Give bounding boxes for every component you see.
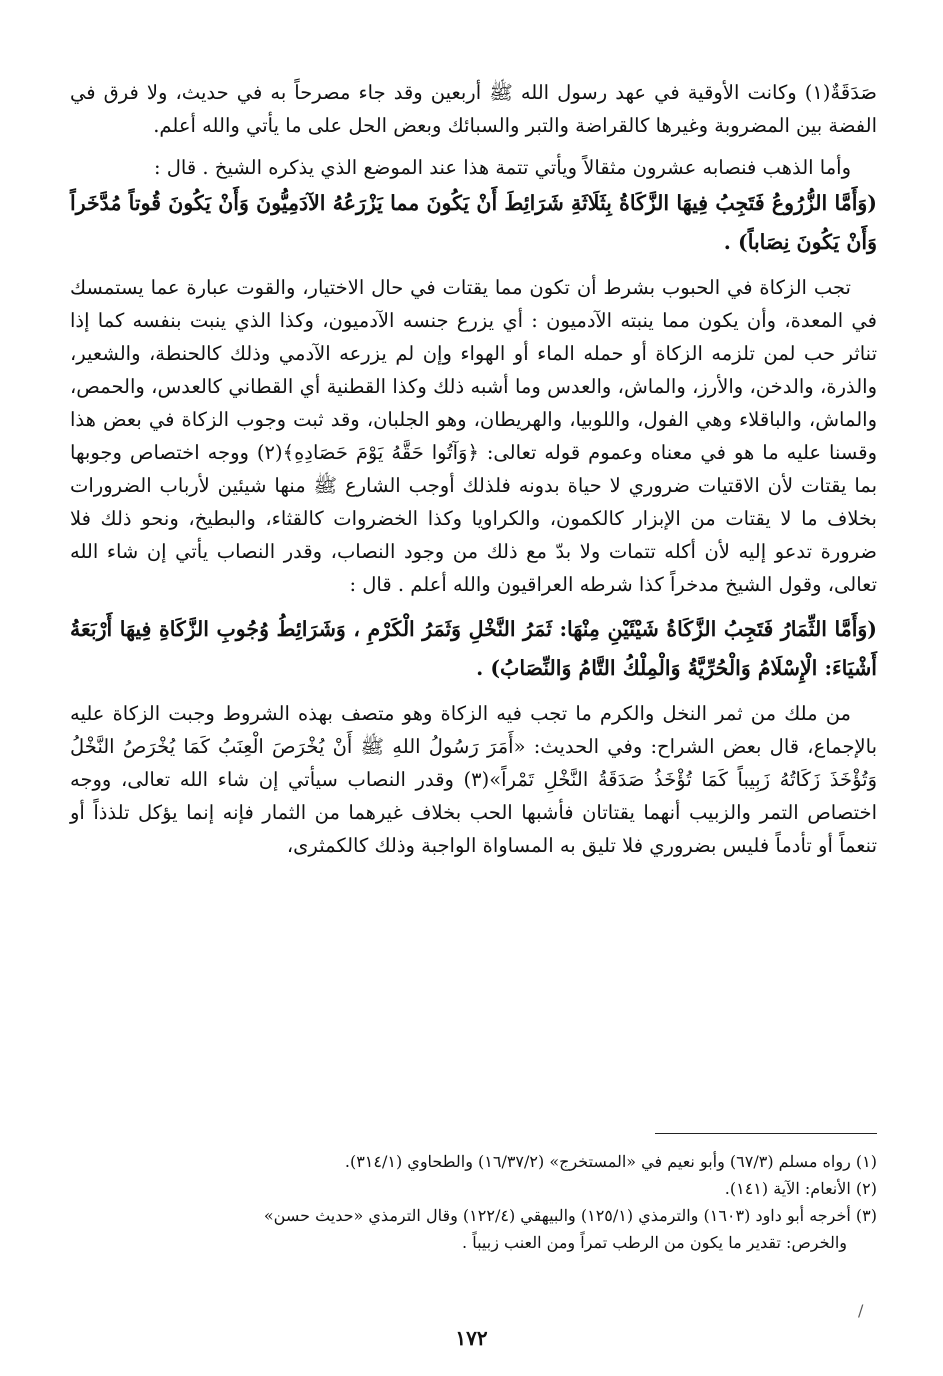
footnote-divider [655, 1133, 877, 1134]
footnote-1: (١) رواه مسلم (٦٧/٣) وأبو نعيم في «المستخرج» (١٦/٣٧/٢) والطحاوي (٣١٤/١). [344, 1152, 877, 1171]
page-number: ١٧٢ [455, 1326, 488, 1350]
footnote-2: (٢) الأنعام: الآية (١٤١). [724, 1179, 877, 1198]
matn-quote-1: (وَأَمَّا الزُّرُوعُ فَتَجِبُ فِيهَا الزَّكَاةُ بِثَلَاثَةِ شَرَائِطَ أَنْ يَكُونَ مما يَزْرَعُهُ الآدَمِيُّونَ وَأَنْ يَكُونَ قُوتاً مُدَّخَراً وَأَنْ يَكُونَ نِصَاباً) . [70, 191, 877, 254]
main-text [70, 76, 877, 862]
footnotes [70, 1148, 877, 1256]
matn-quote-2: (وَأَمَّا الثِّمَارُ فَتَجِبُ الزَّكَاةُ شَيْئَيْنِ مِنْهَا: ثَمَرُ النَّخْلِ وَثَمَرُ الْكَرْمِ ، وَشَرَائِطُ وُجُوبِ الزَّكَاةِ فِيهَا أَرْبَعَةُ أَشْيَاءَ: الْإِسْلَامُ وَالْحُرِّيَّةُ وَالْمِلْكُ التَّامُ وَالنِّصَابُ) . [70, 617, 877, 680]
paragraph-4: من ملك من ثمر النخل والكرم ما تجب فيه الزكاة وهو متصف بهذه الشروط وجبت الزكاة عليه بالإجماع، قال بعض الشراح: وفي الحديث: «أَمَرَ رَسُولُ اللهِ ﷺ أَنْ يُخْرَصَ الْعِنَبُ كَمَا يُخْرَصُ النَّخْلُ وَتُؤْخَذَ زَكَاتُهُ زَبِيباً كَمَا تُؤْخَذُ صَدَقَةُ النَّخْلِ تَمْراً»(٣) وقدر النصاب سيأتي إن شاء الله تعالى، ووجه اختصاص التمر والزبيب أنهما يقتاتان فأشبها الحب بخلاف غيرهما من الثمار فإنه إنما يؤكل تلذذاً أو تنعماً أو تأدماً فليس بضروري فلا تليق به المساواة الواجبة وذلك كالكمثرى، [70, 702, 877, 857]
footnote-3-continuation: والخرص: تقدير ما يكون من الرطب تمراً ومن العنب زبيباً . [462, 1233, 847, 1252]
margin-mark: / [858, 1301, 864, 1320]
paragraph-2: وأما الذهب فنصابه عشرون مثقالاً ويأتي تتمة هذا عند الموضع الذي يذكره الشيخ . قال : [154, 156, 851, 179]
paragraph-1: صَدَقَةٌ(١) وكانت الأوقية في عهد رسول الله ﷺ أربعين وقد جاء مصرحاً به في حديث، ولا فرق في الفضة بين المضروبة وغيرها كالقراضة والتبر والسبائك وبعض الحل على ما يأتي والله أعلم. [70, 81, 877, 137]
paragraph-3: تجب الزكاة في الحبوب بشرط أن تكون مما يقتات في حال الاختيار، والقوت عبارة عما يستمسك في المعدة، وأن يكون مما ينبته الآدميون : أي يزرع جنسه الآدميون، وكذا الذي ينبت بنفسه كما إذا تناثر حب لمن تلزمه الزكاة أو حمله الماء أو الهواء وإن لم يزرعه الآدمي وذلك كالحنطة، والشعير، والذرة، والدخن، والأرز، والماش، والعدس وما أشبه ذلك وكذا القطنية أي القطاني كالعدس، والحمص، والماش، والباقلاء وهي الفول، واللوبيا، والهريطان، وهو الجلبان، وقد ثبت وجوب الزكاة في بعض هذا وقسنا عليه ما هو في معناه وعموم قوله تعالى: ﴿وَآتُوا حَقَّهُ يَوْمَ حَصَادِهِ﴾(٢) ووجه اختصاص وجوبها بما يقتات لأن الاقتيات ضروري لا حياة بدونه فلذلك أوجب الشارع ﷺ منها شيئين لأرباب الضرورات بخلاف ما لا يقتات من الإبزار كالكمون، والكراويا وكذا الخضروات كالقثاء، والبطيخ، ونحو ذلك فلا ضرورة تدعو إليه لأن أكله تتمات ولا بدّ مع ذلك من وجود النصاب، وقدر النصاب يأتي إن شاء الله تعالى، وقول الشيخ مدخراً كذا شرطه العراقيون والله أعلم . قال : [70, 276, 877, 596]
footnote-3: (٣) أخرجه أبو داود (١٦٠٣) والترمذي (١٢٥/١) والبيهقي (١٢٢/٤) وقال الترمذي «حديث حسن» [263, 1206, 877, 1225]
